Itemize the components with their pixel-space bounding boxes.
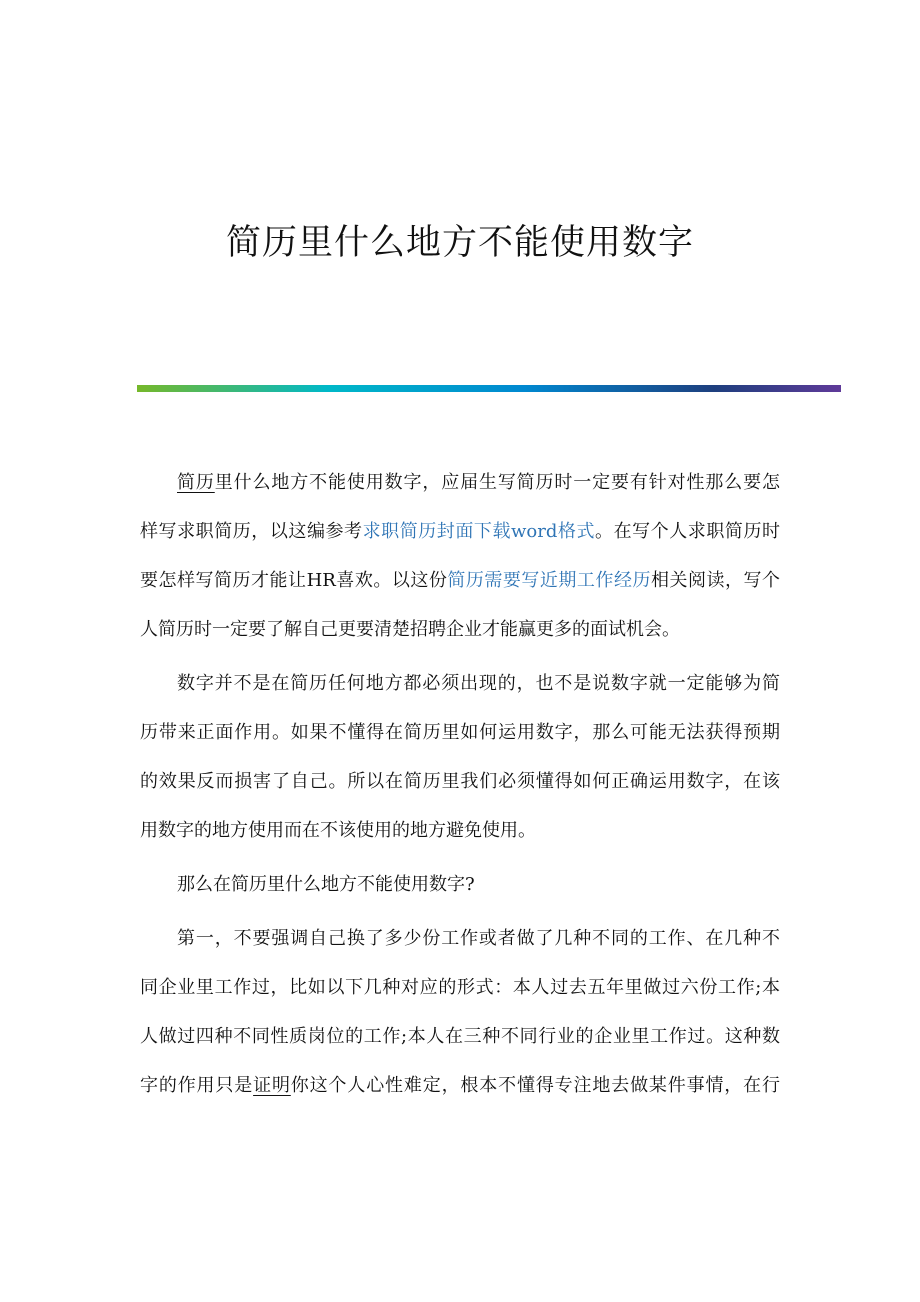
- text-line: [140, 519, 780, 568]
- underlined-text: 证明: [253, 1075, 291, 1096]
- text-line: [140, 818, 780, 867]
- text-line: [140, 872, 780, 921]
- text-run: 数字并不是在简历任何地方都必须出现的，也不是说数字就一定能够为简: [177, 673, 780, 694]
- text-run: 样写求职简历，以这编参考: [140, 521, 363, 542]
- paragraph: [140, 671, 780, 867]
- text-run: 用数字的地方使用而在不该使用的地方避免使用。: [140, 820, 536, 841]
- paragraph: [140, 872, 780, 921]
- gradient-divider: [137, 385, 841, 392]
- text-run: 历带来正面作用。如果不懂得在简历里如何运用数字，那么可能无法获得预期: [140, 722, 780, 743]
- text-line: [140, 671, 780, 720]
- text-line: [140, 720, 780, 769]
- text-line: [140, 1024, 780, 1073]
- text-run: 人简历时一定要了解自己更要清楚招聘企业才能赢更多的面试机会。: [140, 619, 680, 640]
- text-run: 里什么地方不能使用数字，应届生写简历时一定要有针对性那么要怎: [214, 472, 781, 493]
- text-run: 要怎样写简历才能让HR喜欢。以这份: [140, 570, 448, 591]
- text-line: [140, 975, 780, 1024]
- text-line: [140, 470, 780, 519]
- text-line: [140, 1073, 780, 1122]
- text-run: 你这个人心性难定，根本不懂得专注地去做某件事情，在行: [290, 1075, 781, 1096]
- text-run: 相关阅读，写个: [650, 570, 781, 591]
- text-line: [140, 926, 780, 975]
- paragraph-spacing: [140, 1122, 780, 1127]
- document-body: [140, 470, 780, 1127]
- text-run: 的效果反而损害了自己。所以在简历里我们必须懂得如何正确运用数字，在该: [140, 771, 780, 792]
- hyperlink[interactable]: 简历需要写近期工作经历: [447, 570, 651, 591]
- text-run: 。在写个人求职简历时: [595, 521, 781, 542]
- text-line: [140, 617, 780, 666]
- paragraph: [140, 926, 780, 1122]
- text-run: 同企业里工作过，比如以下几种对应的形式：本人过去五年里做过六份工作;本: [140, 977, 780, 998]
- text-line: [140, 568, 780, 617]
- text-run: 字的作用只是: [140, 1075, 254, 1096]
- hyperlink[interactable]: 求职简历封面下载word格式: [362, 521, 596, 542]
- underlined-text: 简历: [177, 472, 215, 493]
- text-run: 第一，不要强调自己换了多少份工作或者做了几种不同的工作、在几种不: [177, 928, 780, 949]
- text-run: 那么在简历里什么地方不能使用数字?: [177, 874, 475, 895]
- text-run: 人做过四种不同性质岗位的工作;本人在三种不同行业的企业里工作过。这种数: [140, 1026, 780, 1047]
- text-line: [140, 769, 780, 818]
- document-title: 简历里什么地方不能使用数字: [225, 223, 694, 263]
- paragraph: [140, 470, 780, 666]
